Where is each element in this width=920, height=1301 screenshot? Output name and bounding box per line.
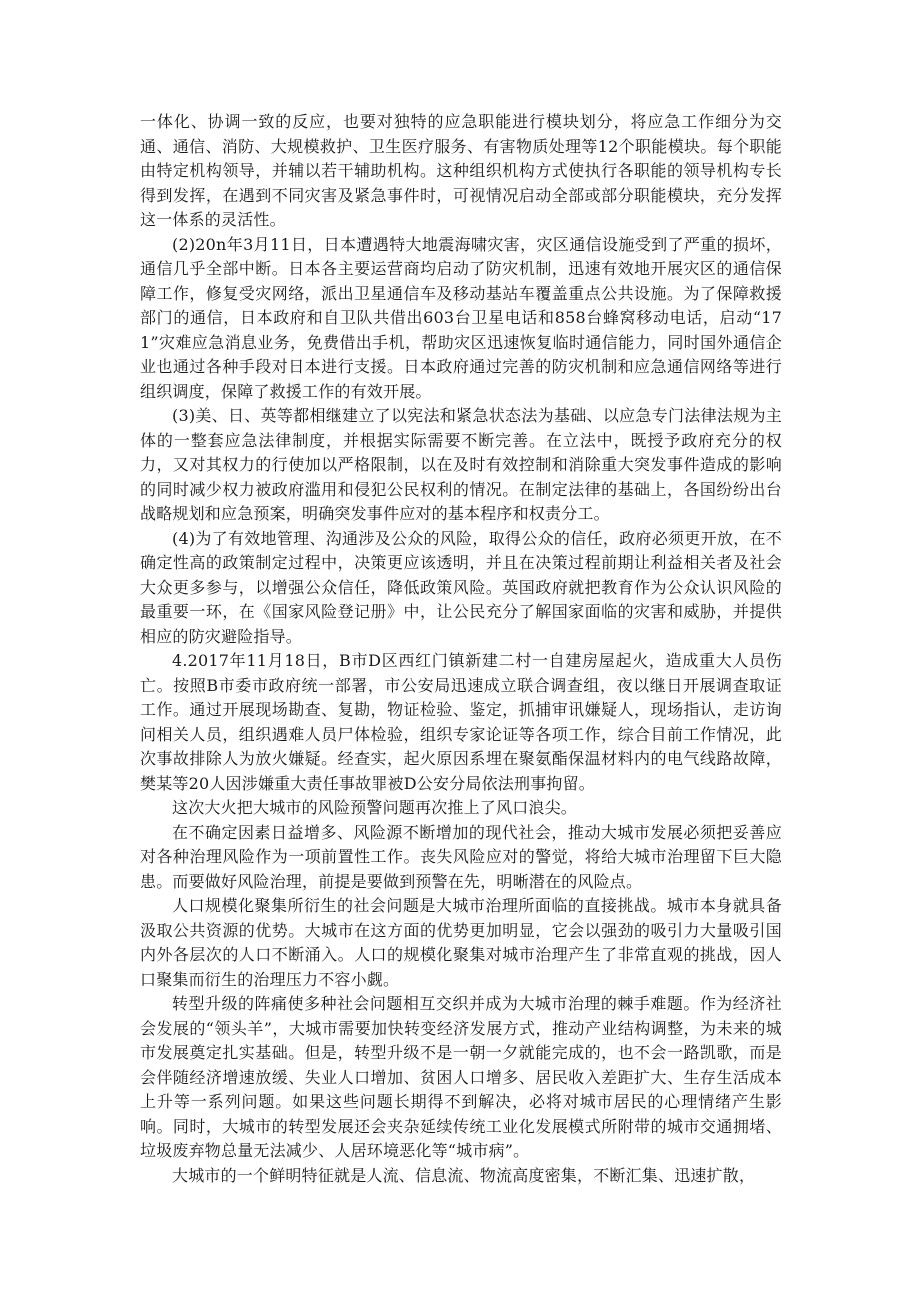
paragraph-urban-flows: 大城市的一个鲜明特征就是人流、信息流、物流高度密集，不断汇集、迅速扩散，	[172, 1165, 756, 1185]
paragraph-emergency-legal-system: (3)美、日、英等都相继建立了以宪法和紧急状态法为基础、以应急专门法律法规为主体的一整套应急法律制度，并根据实际需要不断完善。在立法中，既授予政府充分的权力，又对其权力的行使加以严格限制，以在及时有效控制和消除重大突发事件造成的影响的同时减少权力被政府滥用和侵犯公民权利的情况。在制定法律的基础上，各国纷纷出台战略规划和应急预案，明确突发事件应对的基本程序和权责分工。	[140, 406, 782, 523]
paragraph-modular-emergency-functions: 一体化、协调一致的反应，也要对独特的应急职能进行模块划分，将应急工作细分为交通、通信、消防、大规模救护、卫生医疗服务、有害物质处理等12个职能模块。每个职能由特定机构领导，并辅以若干辅助机构。这种组织机构方式使执行各职能的领导机构专长得到发挥，在遇到不同灾害及紧急事件时，可视情况启动全部或部分职能模块，充分发挥这一体系的灵活性。	[140, 112, 782, 229]
document-body	[140, 110, 782, 1188]
paragraph-japan-earthquake-communications: (2)20n年3月11日，日本遭遇特大地震海啸灾害，灾区通信设施受到了严重的损坏，通信几乎全部中断。日本各主要运营商均启动了防灾机制，迅速有效地开展灾区的通信保障工作，修复受灾网络，派出卫星通信车及移动基站车覆盖重点公共设施。为了保障救援部门的通信，日本政府和自卫队共借出603台卫星电话和858台蜂窝移动电话，启动“171”灾难应急消息业务，免费借出手机，帮助灾区迅速恢复临时通信能力，同时国外通信企业也通过各种手段对日本进行支援。日本政府通过完善的防灾机制和应急通信网络等进行组织调度，保障了救援工作的有效开展。	[140, 234, 782, 401]
paragraph-public-risk-communication: (4)为了有效地管理、沟通涉及公众的风险，取得公众的信任，政府必须更开放，在不确定性高的政策制定过程中，决策更应该透明，并且在决策过程前期让利益相关者及社会大众更多参与，以增强公众信任，降低政策风险。英国政府就把教育作为公众认识风险的最重要一环，在《国家风险登记册》中，让公民充分了解国家面临的灾害和威胁，并提供相应的防灾避险指导。	[140, 528, 782, 646]
paragraph-population-agglomeration: 人口规模化聚集所衍生的社会问题是大城市治理所面临的直接挑战。城市本身就具备汲取公共资源的优势。大城市在这方面的优势更加明显，它会以强劲的吸引力大量吸引国内外各层次的人口不断涌入。人口的规模化聚集对城市治理产生了非常直观的挑战，因人口聚集而衍生的治理压力不容小觑。	[140, 896, 782, 989]
paragraph-risk-governance-premise: 在不确定因素日益增多、风险源不断增加的现代社会，推动大城市发展必须把妥善应对各种治理风险作为一项前置性工作。丧失风险应对的警觉，将给大城市治理留下巨大隐患。而要做好风险治理，前提是要做到预警在先，明晰潜在的风险点。	[140, 822, 782, 891]
paragraph-fire-incident-case: 4.2017年11月18日，B市D区西红门镇新建二村一自建房屋起火，造成重大人员伤亡。按照B市委市政府统一部署，市公安局迅速成立联合调查组，夜以继日开展调查取证工作。通过开展现场勘查、复勘，物证检验、鉴定，抓捕审讯嫌疑人，现场指认，走访询问相关人员，组织遇难人员尸体检验，组织专家论证等各项工作，综合目前工作情况，此次事故排除人为放火嫌疑。经查实，起火原因系埋在聚氨酯保温材料内的电气线路故障，樊某等20人因涉嫌重大责任事故罪被D公安分局依法刑事拘留。	[140, 651, 782, 793]
paragraph-risk-warning-issue: 这次大火把大城市的风险预警问题再次推上了风口浪尖。	[172, 798, 578, 817]
paragraph-transformation-pains: 转型升级的阵痛使多种社会问题相互交织并成为大城市治理的棘手难题。作为经济社会发展的“领头羊”，大城市需要加快转变经济发展方式，推动产业结构调整，为未来的城市发展奠定扎实基础。但是，转型升级不是一朝一夕就能完成的，也不会一路凯歌，而是会伴随经济增速放缓、失业人口增加、贫困人口增多、居民收入差距扩大、生存生活成本上升等一系列问题。如果这些问题长期得不到解决，必将对城市居民的心理情绪产生影响。同时，大城市的转型发展还会夹杂延续传统工业化发展模式所附带的城市交通拥堵、垃圾废弃物总量无法减少、人居环境恶化等“城市病”。	[140, 994, 782, 1160]
